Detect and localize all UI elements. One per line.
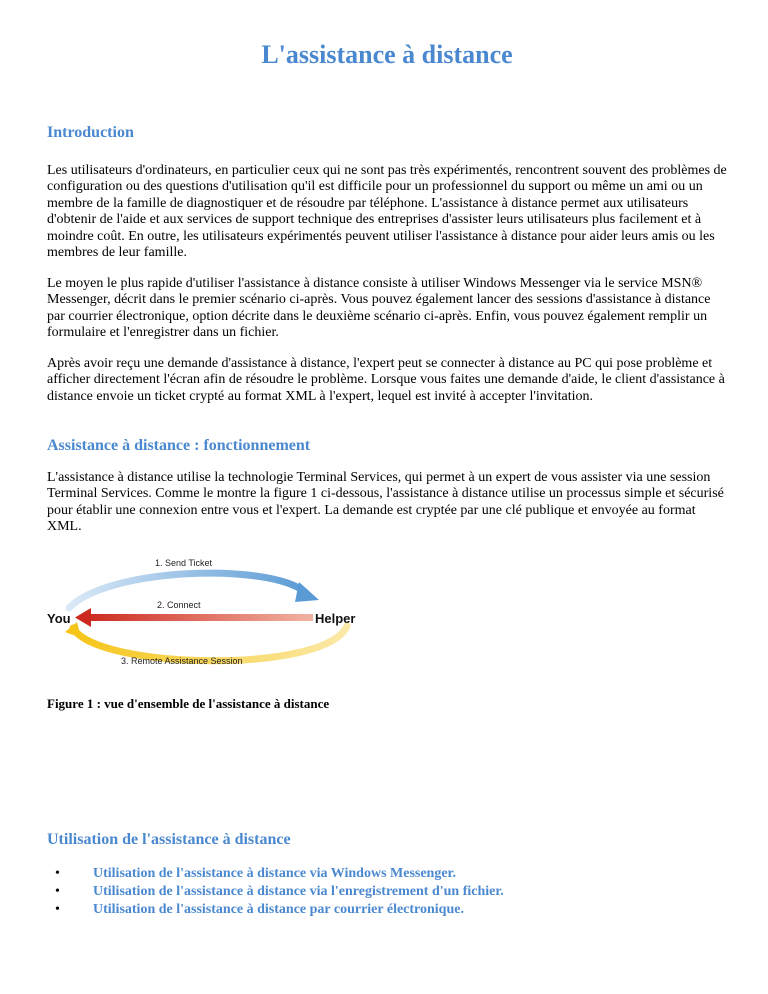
you-label: You: [47, 611, 71, 626]
connect-arrow: [85, 614, 313, 621]
usage-link-email[interactable]: Utilisation de l'assistance à distance par courrier électronique.: [93, 902, 464, 917]
list-item[interactable]: [47, 865, 504, 883]
intro-paragraph-2: Le moyen le plus rapide d'utiliser l'assistance à distance consiste à utiliser Windows Messenger via le service MSN® Messenger, décrit dans le premier scénario ci-après. Vous pouvez également lancer des sessions d'assistance à distance par courrier électronique, option décrite dans le deuxième scénario ci-après. Enfin, vous pouvez également remplir un formulaire et l'enregistrer dans un fichier.: [47, 276, 711, 341]
figure-caption: Figure 1 : vue d'ensemble de l'assistance à distance: [47, 696, 330, 711]
list-item[interactable]: [47, 883, 504, 901]
usage-link-file[interactable]: Utilisation de l'assistance à distance via l'enregistrement d'un fichier.: [93, 884, 504, 899]
heading-utilisation: Utilisation de l'assistance à distance: [47, 831, 291, 848]
remote-assistance-diagram: [47, 552, 369, 678]
usage-link-list: [47, 865, 504, 919]
heading-introduction: Introduction: [47, 124, 134, 141]
fonctionnement-paragraph: L'assistance à distance utilise la technologie Terminal Services, qui permet à un expert de vous assister via une session Terminal Services. Comme le montre la figure 1 ci-dessous, l'assistance à distance utilise un processus simple et sécurisé pour établir une connexion entre vous et l'expert. La demande est cryptée par une clé publique et envoyée au format XML.: [47, 470, 724, 535]
bullet-icon: •: [55, 866, 60, 881]
intro-paragraph-3: Après avoir reçu une demande d'assistance à distance, l'expert peut se connecter à distance au PC qui pose problème et afficher directement l'écran afin de résoudre le problème. Lorsque vous faites une demande d'aide, le client d'assistance à distance envoie un ticket crypté au format XML à l'expert, lequel est invité à accepter l'invitation.: [47, 356, 725, 404]
step3-label: 3. Remote Assistance Session: [121, 656, 243, 666]
usage-link-messenger[interactable]: Utilisation de l'assistance à distance via Windows Messenger.: [93, 866, 456, 881]
step2-label: 2. Connect: [157, 600, 201, 610]
step1-label: 1. Send Ticket: [155, 558, 213, 568]
helper-label: Helper: [315, 611, 356, 626]
bullet-icon: •: [55, 902, 60, 917]
intro-paragraph-1: Les utilisateurs d'ordinateurs, en particulier ceux qui ne sont pas très expérimentés, rencontrent souvent des problèmes de configuration ou des questions d'utilisation qu'il est difficile pour un professionnel du support ou même un ami ou un membre de la famille de diagnostiquer et de résoudre par téléphone. L'assistance à distance permet aux utilisateurs d'obtenir de l'aide et aux services de support technique des entreprises d'assister leurs utilisateurs plus facilement et à moindre coût. En outre, les utilisateurs expérimentés peuvent utiliser l'assistance à distance pour aider leurs amis ou les membres de leur famille.: [47, 163, 727, 261]
list-item[interactable]: [47, 901, 504, 919]
bullet-icon: •: [55, 884, 60, 899]
heading-fonctionnement: Assistance à distance : fonctionnement: [47, 437, 311, 454]
page-title: L'assistance à distance: [261, 40, 513, 69]
send-ticket-arrowhead: [295, 582, 319, 602]
